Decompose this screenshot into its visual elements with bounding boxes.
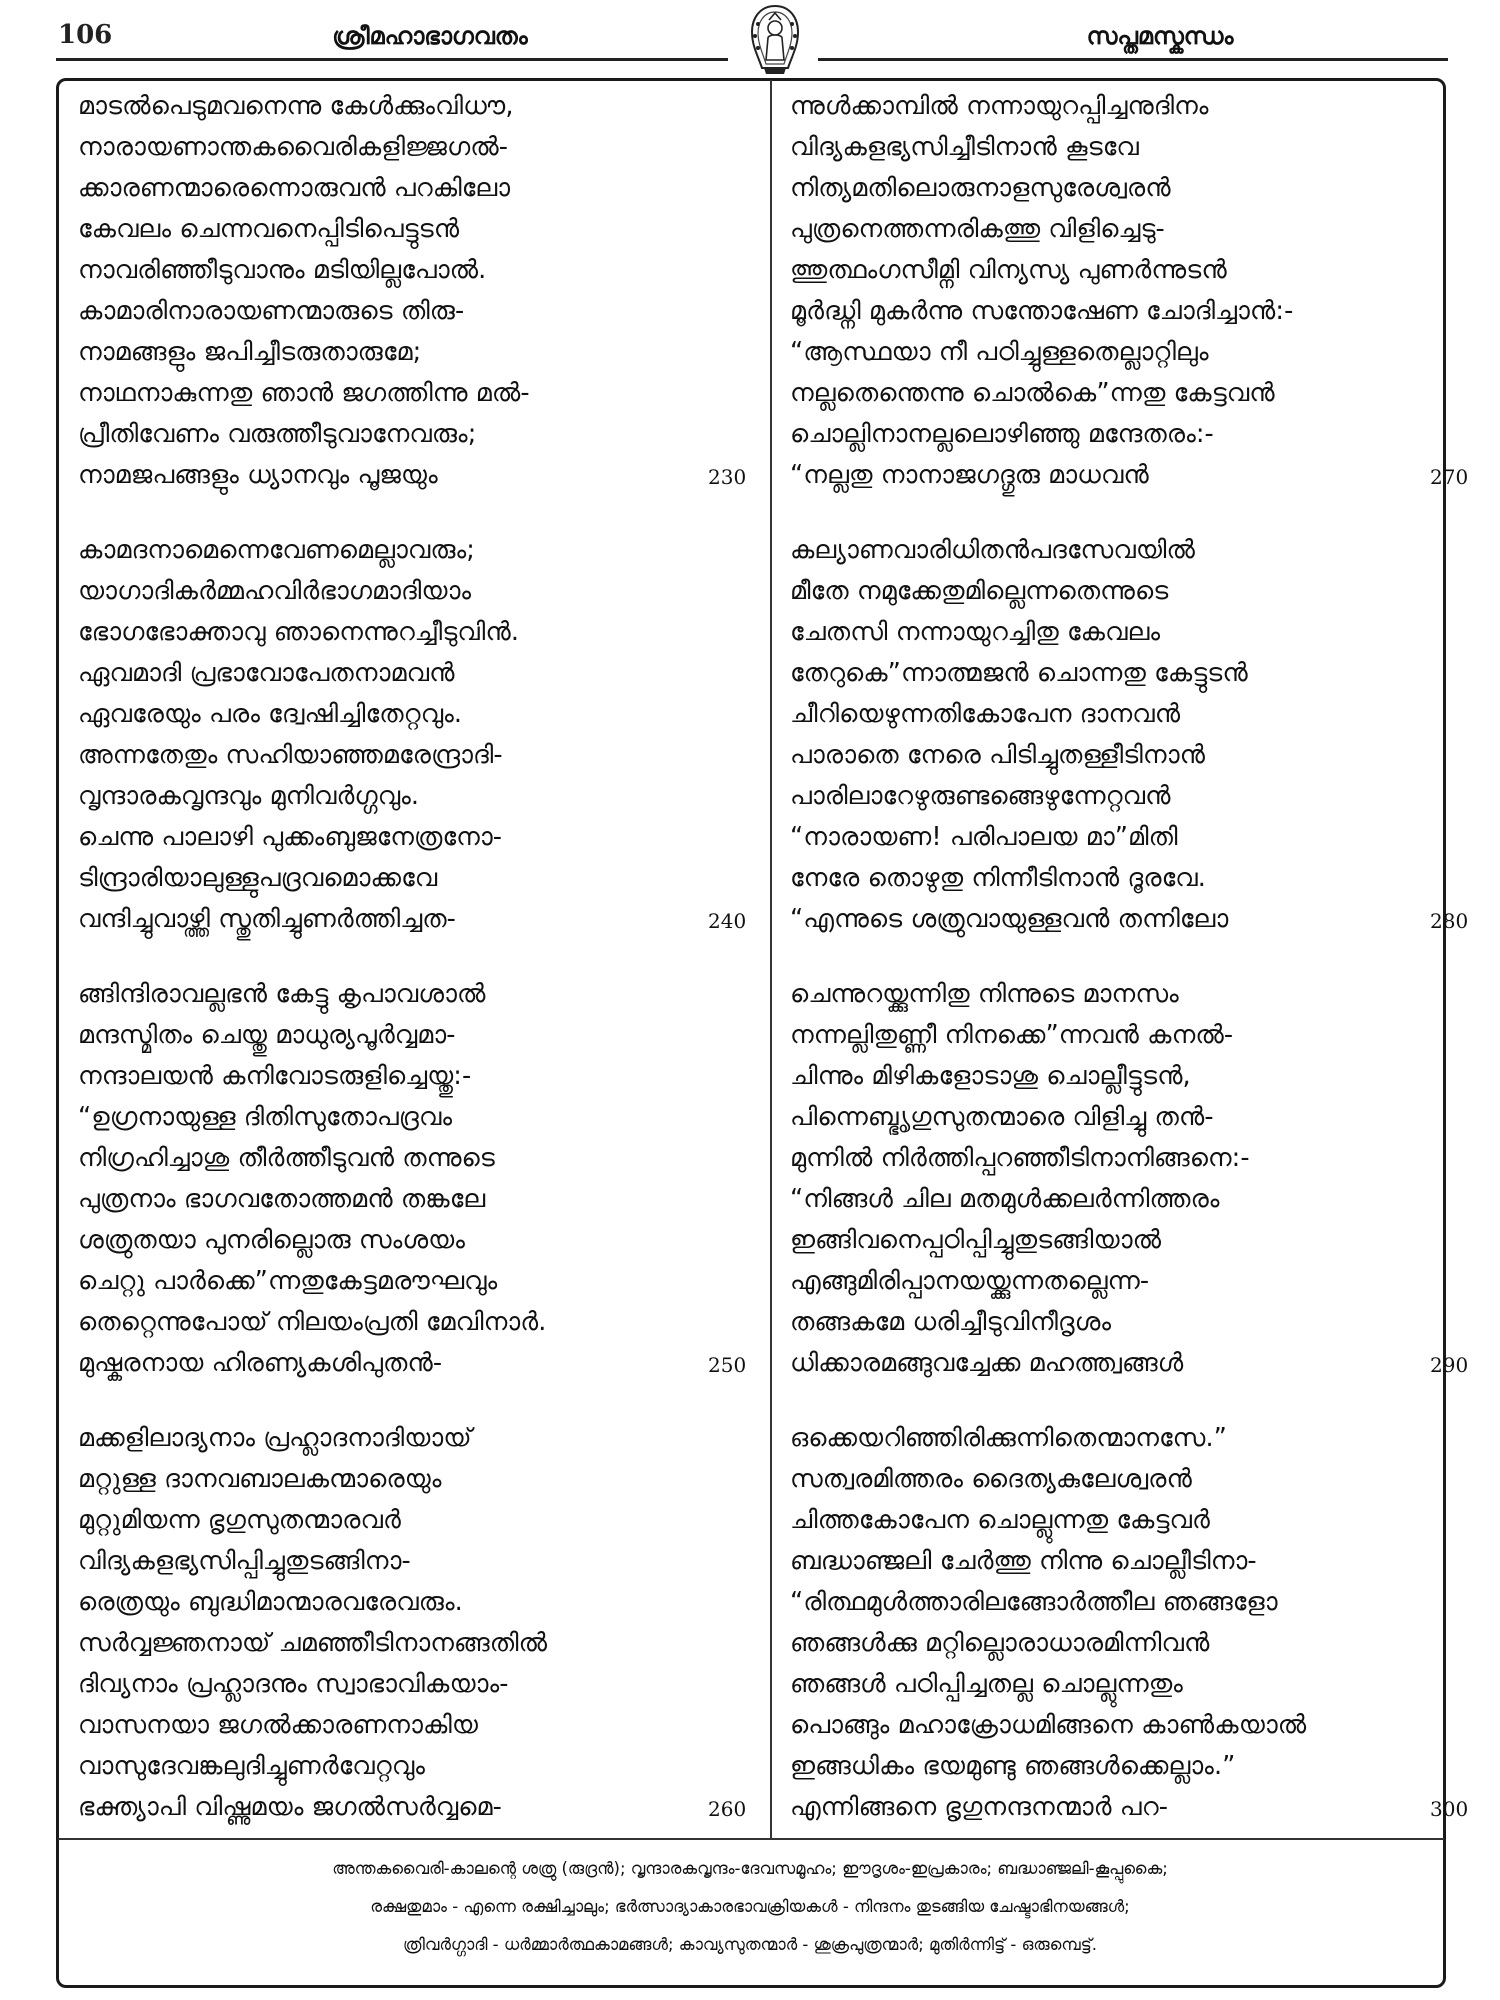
verse-line: ഇങ്ങിവനെപ്പഠിപ്പിച്ചുതുടങ്ങിയാൽ xyxy=(790,1225,1162,1255)
right-column xyxy=(790,86,1475,1862)
verse-line: ചെന്നുറയ്ക്കുന്നിതു നിന്നുടെ മാനസം xyxy=(790,979,1179,1009)
verse-line: തങ്ങകമേ ധരിച്ചീടുവിനീദൃശം xyxy=(790,1307,1112,1337)
verse-line: ബദ്ധാഞ്ജലി ചേർത്തു നിന്നു ചൊല്ലീടിനാ- xyxy=(790,1546,1257,1576)
verse-line xyxy=(78,1787,753,1828)
verse-line: “ആസ്ഥയാ നീ പഠിച്ചുള്ളതെല്ലാറ്റിലും xyxy=(790,337,1209,367)
verse-line: ക്കാരണന്മാരെന്നൊരുവൻ പറകിലോ xyxy=(78,173,511,203)
verse-text: “എന്നുടെ ശത്രുവായുള്ളവൻ തന്നിലോ xyxy=(790,904,1229,934)
verse-line: ചെന്നു പാലാഴി പുക്കംബുജനേത്രനോ- xyxy=(78,822,503,852)
verse-line xyxy=(78,455,753,496)
verse-line: നാവരിഞ്ഞീടുവാനും മടിയില്ലപോൽ. xyxy=(78,255,487,285)
line-number: 270 xyxy=(1430,465,1469,489)
verse-line: മന്ദസ്മിതം ചെയ്തു മാധുര്യപൂർവ്വമാ- xyxy=(78,1020,456,1050)
verse-line: പിന്നെബ്ഭൃഗുസുതന്മാരെ വിളിച്ചു തൻ- xyxy=(790,1102,1214,1132)
line-number: 290 xyxy=(1430,1353,1469,1377)
line-number: 280 xyxy=(1430,909,1469,933)
stanza xyxy=(790,1418,1475,1828)
glossary-footnotes xyxy=(60,1850,1440,1964)
verse-line: ദിവ്യനാം പ്രഹ്ലാദനും സ്വാഭാവികയാം- xyxy=(78,1669,509,1699)
verse-line: തെറ്റെന്നുപോയ് നിലയംപ്രതി മേവിനാർ. xyxy=(78,1307,547,1337)
verse-line: മുന്നിൽ നിർത്തിപ്പറഞ്ഞീടിനാനിങ്ങനെ:- xyxy=(790,1143,1250,1173)
verse-text: മുഷ്കരനായ ഹിരണ്യകശിപുതൻ- xyxy=(78,1348,443,1378)
verse-line: വൃന്ദാരകവൃന്ദവും മുനിവർഗ്ഗവും. xyxy=(78,781,420,811)
verse-line: കേവലം ചെന്നവനെപ്പിടിപെട്ടുടൻ xyxy=(78,214,460,244)
verse-line: ത്തുത്ഥംഗസീമ്നി വിന്യസ്യ പുണർന്നുടൻ xyxy=(790,255,1227,285)
verse-line: ചീറിയെഴുന്നതികോപേന ദാനവൻ xyxy=(790,699,1181,729)
stanza xyxy=(790,530,1475,940)
verse-line: ങ്ങിന്ദിരാവല്ലഭൻ കേട്ടു കൃപാവശാൽ xyxy=(78,979,486,1009)
stanza xyxy=(78,1418,753,1828)
header-rule-left xyxy=(56,58,728,61)
glossary-line: ത്രിവർഗ്ഗാദി - ധർമ്മാർത്ഥകാമങ്ങൾ; കാവ്യസുതന്മാർ - ശുക്രപുത്രന്മാർ; മുതിർന്നിട്ട് - ഒരുമ്പെട്ട്. xyxy=(402,1935,1098,1954)
verse-line: സർവ്വജ്ഞനായ് ചമഞ്ഞീടിനാനങ്ങതിൽ xyxy=(78,1628,548,1658)
verse-line: മൂർദ്ധ്നി മുകർന്നു സന്തോഷേണ ചോദിച്ചാൻ:- xyxy=(790,296,1294,326)
glossary-line: അന്തകവൈരി-കാലന്റെ ശത്രു (രുദ്രൻ); വൃന്ദാരകവൃന്ദം-ദേവസമൂഹം; ഈദൃശം-ഇപ്രകാരം; ബദ്ധാഞ്ജലി-കൂപ്പുകൈ; xyxy=(332,1859,1168,1878)
verse-line: മക്കളിലാദ്യനാം പ്രഹ്ലാദനാദിയായ് xyxy=(78,1423,472,1453)
verse-line: പ്രീതിവേണം വരുത്തീടുവാനേവരും; xyxy=(78,419,477,449)
verse-text: വന്ദിച്ചുവാഴ്ത്തി സ്തുതിച്ചുണർത്തിച്ചത- xyxy=(78,904,456,934)
verse-line: മുറ്റുമിയന്ന ഭൃഗുസുതന്മാരവർ xyxy=(78,1505,401,1535)
left-column xyxy=(78,86,753,1862)
verse-line xyxy=(790,1787,1475,1828)
verse-line: നല്ലതെന്തെന്നു ചൊൽകെ”ന്നതു കേട്ടവൻ xyxy=(790,378,1275,408)
verse-line: നാമങ്ങളും ജപിച്ചീടരുതാരുമേ; xyxy=(78,337,422,367)
glossary-line: രക്ഷതുമാം - എന്നെ രക്ഷിച്ചാലും; ഭർത്സാദ്യാകാരഭാവക്രിയകൾ - നിന്ദനം തുടങ്ങിയ ചേഷ്ടാഭിനയങ്ങൾ; xyxy=(370,1897,1130,1916)
verse-line: ന്നുൾക്കാമ്പിൽ നന്നായുറപ്പിച്ചനുദിനം xyxy=(790,91,1209,121)
verse-line: പുത്രനെത്തന്നരികത്തു വിളിച്ചെടു- xyxy=(790,214,1165,244)
verse-line: ശത്രുതയാ പുനരില്ലൊരു സംശയം xyxy=(78,1225,466,1255)
verse-line: എങ്ങുമിരിപ്പാനയയ്ക്കുന്നതല്ലെന്ന- xyxy=(790,1266,1150,1296)
line-number: 240 xyxy=(708,909,747,933)
verse-text: എന്നിങ്ങനെ ഭൃഗുനന്ദനന്മാർ പറ- xyxy=(790,1792,1168,1822)
line-number: 250 xyxy=(708,1353,747,1377)
verse-line: പുത്രനാം ഭാഗവതോത്തമൻ തങ്കലേ xyxy=(78,1184,486,1214)
verse-line: കല്യാണവാരിധിതൻപദസേവയിൽ xyxy=(790,535,1196,565)
verse-line: ഒക്കെയറിഞ്ഞിരിക്കുന്നിതെന്മാനസേ.” xyxy=(790,1423,1227,1453)
verse-line: ഞങ്ങൾക്കു മറ്റില്ലൊരാധാരമിന്നിവൻ xyxy=(790,1628,1210,1658)
stanza xyxy=(78,974,753,1384)
verse-line: ഞങ്ങൾ പഠിപ്പിച്ചതല്ല ചൊല്ലുന്നതും xyxy=(790,1669,1183,1699)
stanza xyxy=(78,530,753,940)
verse-line: വാസുദേവങ്കലുദിച്ചുണർവേറ്റവും xyxy=(78,1751,426,1781)
verse-line: ഏവരേയും പരം ദ്വേഷിച്ചിതേറ്റവും. xyxy=(78,699,463,729)
verse-line: രെത്രയും ബുദ്ധിമാന്മാരവരേവരും. xyxy=(78,1587,463,1617)
verse-line xyxy=(78,899,753,940)
verse-line xyxy=(790,899,1475,940)
verse-line: പാരാതെ നേരെ പിടിച്ചുതള്ളീടിനാൻ xyxy=(790,740,1206,770)
verse-line: നാരായണാന്തകവൈരികളിജ്ജഗൽ- xyxy=(78,132,509,162)
verse-line: നേരേ തൊഴുതു നിന്നീടിനാൻ ദൂരവേ. xyxy=(790,863,1206,893)
verse-text: ധിക്കാരമങ്ങുവച്ചേക്ക മഹത്ത്വങ്ങൾ xyxy=(790,1348,1184,1378)
verse-line: ഭോഗഭോക്താവു ഞാനെന്നുറച്ചീടുവിൻ. xyxy=(78,617,520,647)
verse-text: ഭക്ത്യാപി വിഷ്ണുമയം ജഗൽസർവ്വമെ- xyxy=(78,1792,502,1822)
verse-line: ഏവമാദി പ്രഭാവോപേതനാമവൻ xyxy=(78,658,455,688)
verse-line: തേറുകെ”ന്നാത്മജൻ ചൊന്നതു കേട്ടുടൻ xyxy=(790,658,1248,688)
page-number: 106 xyxy=(58,20,113,50)
column-divider xyxy=(770,80,772,1838)
verse-line: ചിത്തകോപേന ചൊല്ലുന്നതു കേട്ടവർ xyxy=(790,1505,1210,1535)
verse-line xyxy=(790,455,1475,496)
verse-line: പാരിലാറേഴുരുണ്ടങ്ങെഴുന്നേറ്റവൻ xyxy=(790,781,1171,811)
verse-line: മാടൽപെടുമവനെന്നു കേൾക്കുംവിധൗ, xyxy=(78,91,514,121)
verse-line: “നിങ്ങൾ ചില മതമുൾക്കലർന്നിത്തരം xyxy=(790,1184,1220,1214)
deity-emblem-icon xyxy=(738,2,812,76)
verse-line: നന്നല്ലിതുണ്ണീ നിനക്കെ”ന്നവൻ കനൽ- xyxy=(790,1020,1234,1050)
verse-line: നന്ദാലയൻ കനിവോടരുളിച്ചെയ്തു:- xyxy=(78,1061,472,1091)
line-number: 300 xyxy=(1430,1797,1469,1821)
page-header xyxy=(0,0,1500,66)
stanza xyxy=(790,974,1475,1384)
verse-line: നിഗ്രഹിച്ചാശു തീർത്തീടുവൻ തന്നുടെ xyxy=(78,1143,495,1173)
verse-line: മറ്റുള്ള ദാനവബാലകന്മാരെയും xyxy=(78,1464,442,1494)
verse-line: നാഥനാകുന്നതു ഞാൻ ജഗത്തിന്നു മൽ- xyxy=(78,378,530,408)
verse-line: ടിന്ദ്രാരിയാലുള്ളുപദ്രവമൊക്കവേ xyxy=(78,863,438,893)
header-rule-right xyxy=(818,58,1448,61)
stanza xyxy=(78,86,753,496)
verse-line: ഇങ്ങധികം ഭയമുണ്ടു ഞങ്ങൾക്കെല്ലാം.” xyxy=(790,1751,1236,1781)
verse-text: നാമജപങ്ങളും ധ്യാനവും പൂജയും xyxy=(78,460,438,490)
verse-line: “ഉഗ്രനായുള്ള ദിതിസുതോപദ്രവം xyxy=(78,1102,453,1132)
verse-line: പൊങ്ങും മഹാക്രോധമിങ്ങനെ കാൺകയാൽ xyxy=(790,1710,1307,1740)
verse-line: ചിന്നും മിഴികളോടാശു ചൊല്ലീട്ടുടൻ, xyxy=(790,1061,1191,1091)
verse-line: ചേതസി നന്നായുറച്ചിതു കേവലം xyxy=(790,617,1161,647)
verse-line xyxy=(790,1343,1475,1384)
verse-line: കാമാരിനാരായണന്മാരുടെ തിരു- xyxy=(78,296,465,326)
verse-line: ചൊല്ലിനാനല്ലലൊഴിഞ്ഞു മന്ദേതരം:- xyxy=(790,419,1214,449)
verse-line: മീതേ നമുക്കേതുമില്ലെന്നതെന്നുടെ xyxy=(790,576,1169,606)
verse-line: “നാരായണ! പരിപാലയ മാ”മിതി xyxy=(790,822,1178,852)
stanza xyxy=(790,86,1475,496)
book-title: ശ്രീമഹാഭാഗവതം xyxy=(332,22,528,50)
verse-line: നിത്യമതിലൊരുനാളസുരേശ്വരൻ xyxy=(790,173,1171,203)
verse-line: സത്വരമിത്തരം ദൈത്യകുലേശ്വരൻ xyxy=(790,1464,1192,1494)
verse-line: അന്നതേതും സഹിയാഞ്ഞമരേന്ദ്രാദി- xyxy=(78,740,503,770)
verse-line: ചെറ്റു പാർക്കെ”ന്നതുകേട്ടമരൗഘവും xyxy=(78,1266,498,1296)
verse-line: വിദ്യകളഭ്യസിച്ചീടിനാൻ കൂടവേ xyxy=(790,132,1139,162)
verse-line: വാസനയാ ജഗൽക്കാരണനാകിയ xyxy=(78,1710,479,1740)
verse-line: “രിത്ഥമുൾത്താരിലങ്ങോർത്തീല ഞങ്ങളോ xyxy=(790,1587,1278,1617)
verse-text: “നല്ലതു നാനാജഗദ്ഗുരു മാധവൻ xyxy=(790,460,1149,490)
verse-line xyxy=(78,1343,753,1384)
verse-line: യാഗാദികർമ്മഹവിർഭാഗമാദിയാം xyxy=(78,576,472,606)
line-number: 230 xyxy=(708,465,747,489)
verse-line: വിദ്യകളഭ്യസിപ്പിച്ചുതുടങ്ങിനാ- xyxy=(78,1546,411,1576)
canto-title: സപ്തമസ്കന്ധം xyxy=(1086,22,1234,50)
line-number: 260 xyxy=(708,1797,747,1821)
verse-line: കാമദനാമെന്നെവേണമെല്ലാവരും; xyxy=(78,535,475,565)
